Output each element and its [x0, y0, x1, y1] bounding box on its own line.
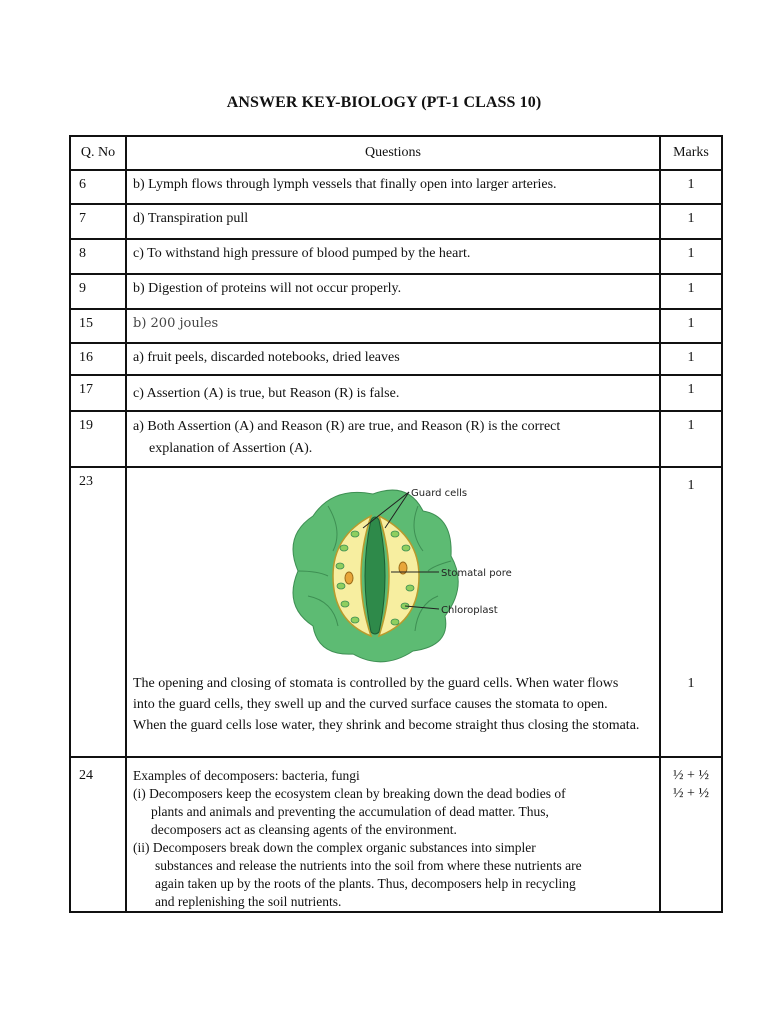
row-qno: 17	[70, 375, 126, 411]
row-answer: a) fruit peels, discarded notebooks, dried leaves	[126, 343, 660, 375]
decomposer-line: Examples of decomposers: bacteria, fungi	[133, 768, 360, 783]
table-row	[70, 309, 722, 343]
table-row	[70, 375, 722, 411]
marks-line-1: ½ + ½	[673, 768, 709, 783]
row-answer	[126, 309, 660, 343]
row-answer: c) Assertion (A) is true, but Reason (R) is false.	[126, 375, 660, 411]
table-row	[70, 170, 722, 204]
row-qno: 19	[70, 411, 126, 467]
table-row-q23	[70, 467, 722, 757]
row-marks: 1	[660, 204, 722, 239]
header-qno: Q. No	[70, 136, 126, 170]
answer-line-2: explanation of Assertion (A).	[149, 441, 313, 456]
marks-figure: 1	[687, 478, 695, 493]
table-row	[70, 204, 722, 239]
row-answer	[126, 467, 660, 757]
row-qno: 9	[70, 274, 126, 309]
stomatal-pore	[365, 517, 385, 634]
row-marks: 1	[660, 309, 722, 343]
row-qno: 15	[70, 309, 126, 343]
row-answer	[126, 757, 660, 912]
row-qno: 24	[70, 757, 126, 912]
header-questions: Questions	[126, 136, 660, 170]
label-guard-cells: Guard cells	[411, 488, 468, 499]
label-stomatal-pore: Stomatal pore	[441, 568, 512, 579]
row-answer: d) Transpiration pull	[126, 204, 660, 239]
table-row	[70, 274, 722, 309]
decomposer-line: (i) Decomposers keep the ecosystem clean by breaking down the dead bodies of	[133, 786, 566, 801]
row-answer: b) Digestion of proteins will not occur properly.	[126, 274, 660, 309]
row-qno: 16	[70, 343, 126, 375]
marks-line-2: ½ + ½	[673, 786, 709, 801]
row-marks: 1	[660, 411, 722, 467]
row-answer: c) To withstand high pressure of blood pumped by the heart.	[126, 239, 660, 274]
table-header-row	[70, 136, 722, 170]
label-chloroplast: Chloroplast	[441, 605, 498, 616]
row-marks: 1	[660, 239, 722, 274]
row-answer: b) Lymph flows through lymph vessels that finally open into larger arteries.	[126, 170, 660, 204]
row-qno: 8	[70, 239, 126, 274]
row-marks	[660, 467, 722, 757]
page-title: ANSWER KEY-BIOLOGY (PT-1 CLASS 10)	[226, 94, 542, 111]
row-marks	[660, 757, 722, 912]
row-marks: 1	[660, 170, 722, 204]
row-qno: 6	[70, 170, 126, 204]
answer-text: b) 200 joules	[133, 316, 219, 331]
stomata-svg	[133, 476, 653, 671]
answer-key-table	[69, 135, 723, 913]
row-marks: 1	[660, 274, 722, 309]
decomposer-line: (ii) Decomposers break down the complex organic substances into simpler	[133, 840, 536, 855]
header-marks: Marks	[660, 136, 722, 170]
table-row	[70, 343, 722, 375]
stomata-diagram	[133, 476, 653, 671]
table-row	[70, 239, 722, 274]
row-answer	[126, 411, 660, 467]
decomposer-line: plants and animals and preventing the accumulation of dead matter. Thus,	[151, 804, 549, 819]
stomata-explanation: The opening and closing of stomata is controlled by the guard cells. When water flows into the guard cells, they swell up and the curved surface causes the stomata to open. When the guard cells lose water, they shrink and become straight thus closing the stomata.	[133, 676, 640, 733]
row-qno: 7	[70, 204, 126, 239]
answer-line-1: a) Both Assertion (A) and Reason (R) are true, and Reason (R) is the correct	[133, 419, 561, 434]
decomposer-line: decomposers act as cleansing agents of the environment.	[151, 822, 457, 837]
decomposer-line: substances and release the nutrients into the soil from where these nutrients are	[155, 858, 582, 873]
decomposer-line: again taken up by the roots of the plants. Thus, decomposers help in recycling	[155, 876, 576, 891]
table-row	[70, 411, 722, 467]
table-row-q24	[70, 757, 722, 912]
decomposer-line: and replenishing the soil nutrients.	[155, 894, 342, 909]
row-qno: 23	[70, 467, 126, 757]
marks-explanation: 1	[687, 676, 695, 691]
row-marks: 1	[660, 375, 722, 411]
row-marks: 1	[660, 343, 722, 375]
